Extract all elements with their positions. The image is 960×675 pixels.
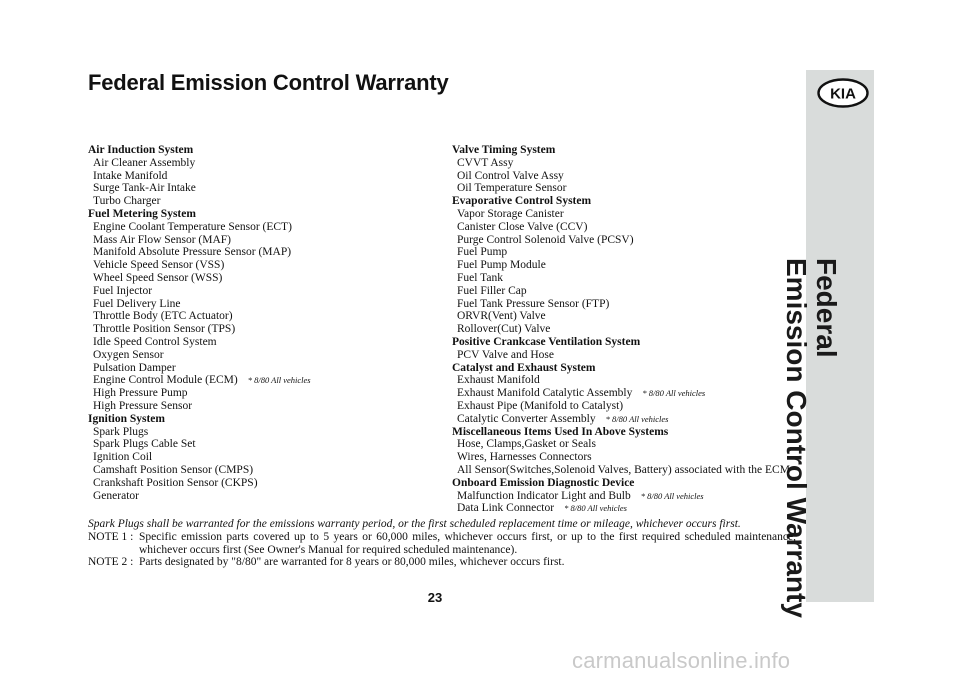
part-name: Catalytic Converter Assembly	[457, 412, 596, 425]
section-title: Fuel Metering System	[88, 207, 196, 220]
note-label: NOTE 2 :	[88, 556, 134, 569]
warranty-part-item	[88, 234, 433, 247]
part-name: ORVR(Vent) Valve	[457, 310, 546, 323]
warranty-part-item	[452, 246, 797, 259]
section-title: Onboard Emission Diagnostic Device	[452, 476, 635, 489]
warranty-part-item	[88, 451, 433, 464]
warranty-part-item	[88, 182, 433, 195]
part-name: Camshaft Position Sensor (CMPS)	[93, 463, 254, 476]
section-title: Valve Timing System	[452, 144, 556, 156]
warranty-part-item	[88, 400, 433, 413]
part-name: Data Link Connector	[457, 502, 555, 515]
warranty-part-item	[452, 221, 797, 234]
watermark: carmanualsonline.info	[572, 648, 791, 673]
part-name: Oil Temperature Sensor	[457, 182, 567, 195]
note-text: Parts designated by "8/80" are warranted for 8 years or 80,000 miles, whichever occurs first.	[139, 556, 565, 569]
warranty-8-80-note: * 8/80 All vehicles	[642, 388, 706, 399]
section-title: Miscellaneous Items Used In Above Systems	[452, 425, 669, 438]
warranty-part-item	[88, 464, 433, 477]
section-title: Evaporative Control System	[452, 195, 592, 208]
section-title: Positive Crankcase Ventilation System	[452, 335, 641, 348]
warranty-part-item	[88, 285, 433, 298]
side-tab-line-1: Federal	[811, 258, 842, 358]
part-name: Canister Close Valve (CCV)	[457, 220, 588, 233]
part-name: Engine Control Module (ECM)	[93, 374, 238, 387]
part-name: Fuel Tank	[457, 271, 503, 284]
warranty-part-item	[452, 323, 797, 336]
warranty-part-item	[452, 490, 797, 503]
warranty-part-item	[452, 464, 797, 477]
note-label: NOTE 1 :	[88, 530, 134, 543]
part-name: Crankshaft Position Sensor (CKPS)	[93, 476, 258, 489]
part-name: Fuel Pump	[457, 246, 508, 259]
warranty-part-item	[452, 259, 797, 272]
part-name: Engine Coolant Temperature Sensor (ECT)	[93, 220, 292, 233]
note-text: Specific emission parts covered up to 5 years or 60,000 miles, whichever occurs first, or up to the first required scheduled maintenance, whichever occurs first (See Owner's Manual for required scheduled maintenance).	[139, 530, 796, 556]
part-name: Rollover(Cut) Valve	[457, 323, 551, 336]
note-1	[88, 531, 796, 557]
warranty-part-item	[452, 451, 797, 464]
part-name: CVVT Assy	[457, 156, 514, 169]
warranty-part-item	[452, 387, 797, 400]
warranty-part-item	[452, 502, 797, 515]
part-name: High Pressure Sensor	[93, 399, 193, 412]
part-name: Surge Tank-Air Intake	[93, 182, 196, 195]
warranty-part-item	[452, 310, 797, 323]
warranty-part-item	[452, 285, 797, 298]
warranty-part-item	[88, 426, 433, 439]
section-title: Air Induction System	[88, 144, 194, 156]
warranty-part-item	[88, 477, 433, 490]
part-name: Exhaust Pipe (Manifold to Catalyst)	[457, 399, 624, 412]
footer-notes	[88, 518, 796, 569]
note-2	[88, 556, 796, 569]
warranty-8-80-note: * 8/80 All vehicles	[564, 503, 627, 514]
part-name: Manifold Absolute Pressure Sensor (MAP)	[93, 246, 292, 259]
part-name: Air Cleaner Assembly	[93, 156, 196, 169]
warranty-part-item	[88, 490, 433, 503]
spark-plug-statement: Spark Plugs shall be warranted for the emissions warranty period, or the first scheduled replacement time or mileage, whichever occurs first.	[88, 518, 741, 530]
part-name: Vehicle Speed Sensor (VSS)	[93, 259, 225, 272]
warranty-part-item	[88, 170, 433, 183]
warranty-part-item	[452, 413, 797, 426]
warranty-part-item	[88, 259, 433, 272]
part-name: Wires, Harnesses Connectors	[457, 451, 592, 464]
warranty-part-item	[88, 387, 433, 400]
part-name: Exhaust Manifold	[457, 374, 540, 387]
part-name: Fuel Injector	[93, 284, 153, 297]
warranty-part-item	[88, 362, 433, 375]
part-name: All Sensor(Switches,Solenoid Valves, Battery) associated with the ECM	[457, 463, 790, 476]
part-name: Throttle Body (ETC Actuator)	[93, 310, 233, 323]
side-tab-title	[781, 258, 873, 668]
warranty-part-item	[88, 310, 433, 323]
warranty-part-item	[88, 195, 433, 208]
page-title: Federal Emission Control Warranty	[88, 70, 449, 95]
part-name: Idle Speed Control System	[93, 335, 217, 348]
warranty-8-80-note: * 8/80 All vehicles	[247, 375, 311, 386]
warranty-part-item	[452, 272, 797, 285]
warranty-8-80-note: * 8/80 All vehicles	[640, 490, 704, 501]
warranty-part-item	[88, 438, 433, 451]
part-name: Fuel Pump Module	[457, 259, 546, 272]
warranty-part-item	[452, 400, 797, 413]
side-tab	[781, 70, 874, 618]
warranty-part-item	[88, 323, 433, 336]
kia-logo-text: KIA	[830, 85, 856, 103]
warranty-part-item	[452, 438, 797, 451]
warranty-part-item	[452, 298, 797, 311]
side-tab-line-2: Emission Control Warranty	[781, 258, 812, 618]
warranty-part-item	[452, 170, 797, 183]
part-name: Turbo Charger	[93, 195, 161, 208]
warranty-part-item	[452, 349, 797, 362]
warranty-part-item	[452, 208, 797, 221]
warranty-8-80-note: * 8/80 All vehicles	[605, 413, 669, 424]
part-name: Spark Plugs	[93, 425, 149, 438]
part-name: Hose, Clamps,Gasket or Seals	[457, 438, 596, 451]
warranty-part-item	[88, 336, 433, 349]
warranty-part-item	[88, 246, 433, 259]
part-name: Vapor Storage Canister	[457, 207, 564, 220]
part-name: Generator	[93, 489, 139, 502]
part-name: Fuel Filler Cap	[457, 284, 527, 297]
warranty-part-item	[88, 349, 433, 362]
part-name: Oxygen Sensor	[93, 348, 164, 361]
part-name: Oil Control Valve Assy	[457, 169, 564, 182]
page-number: 23	[427, 590, 443, 605]
part-name: Pulsation Damper	[93, 361, 176, 374]
kia-logo	[817, 78, 869, 108]
part-name: Wheel Speed Sensor (WSS)	[93, 271, 223, 284]
warranty-part-item	[88, 374, 433, 387]
warranty-part-item	[88, 298, 433, 311]
warranty-part-item	[452, 234, 797, 247]
left-column	[88, 144, 433, 502]
part-name: Malfunction Indicator Light and Bulb	[457, 489, 631, 502]
part-name: PCV Valve and Hose	[457, 348, 555, 361]
part-name: Fuel Tank Pressure Sensor (FTP)	[457, 297, 610, 310]
part-name: Ignition Coil	[93, 451, 153, 464]
part-name: Throttle Position Sensor (TPS)	[93, 323, 236, 336]
part-name: Spark Plugs Cable Set	[93, 438, 196, 451]
warranty-part-item	[88, 157, 433, 170]
warranty-part-item	[88, 221, 433, 234]
warranty-part-item	[452, 157, 797, 170]
part-name: Intake Manifold	[93, 169, 168, 182]
part-name: High Pressure Pump	[93, 387, 188, 400]
section-title: Catalyst and Exhaust System	[452, 361, 596, 374]
warranty-part-item	[452, 182, 797, 195]
right-column	[452, 144, 797, 515]
part-name: Mass Air Flow Sensor (MAF)	[93, 233, 232, 246]
warranty-part-item	[88, 272, 433, 285]
part-name: Exhaust Manifold Catalytic Assembly	[457, 387, 633, 400]
warranty-part-item	[452, 374, 797, 387]
part-name: Purge Control Solenoid Valve (PCSV)	[457, 233, 634, 246]
part-name: Fuel Delivery Line	[93, 297, 181, 310]
section-title: Ignition System	[88, 412, 165, 425]
